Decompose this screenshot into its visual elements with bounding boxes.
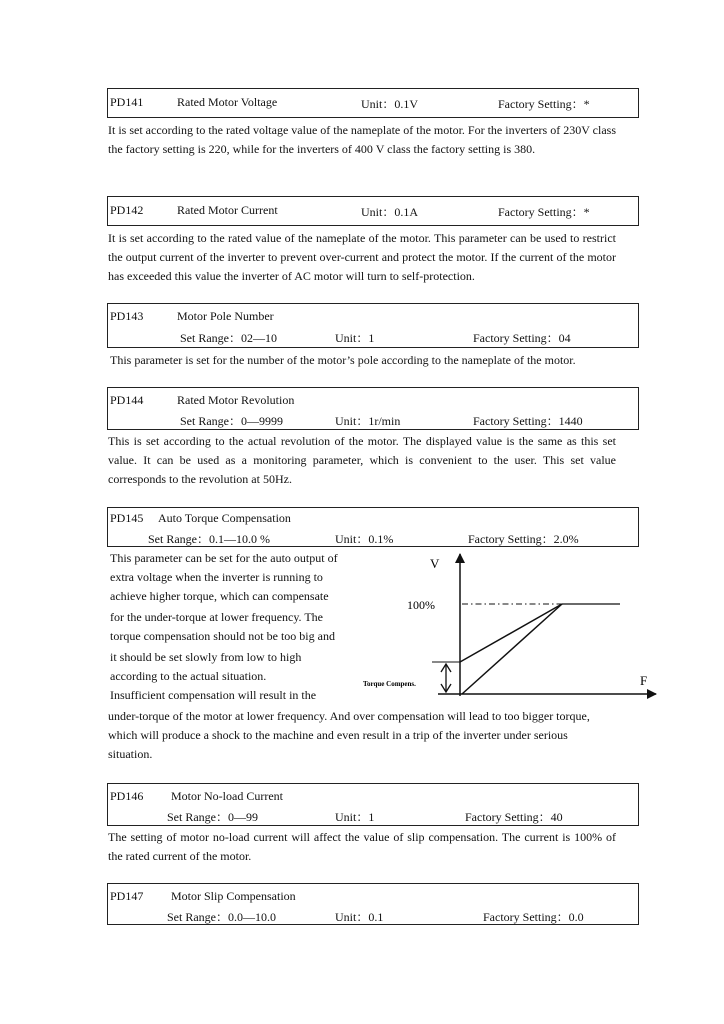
desc-line: achieve higher torque, which can compensate xyxy=(110,589,329,603)
param-description-pd143: This parameter is set for the number of the motor’s pole according to the nameplate of the motor. xyxy=(110,353,576,367)
param-box-pd144 xyxy=(107,387,639,430)
param-code: PD143 xyxy=(110,309,144,323)
torque-compensation-label: Torque Compens. xyxy=(363,680,416,688)
param-unit: Unit：1 xyxy=(335,331,375,345)
param-code: PD145 xyxy=(110,511,144,525)
x-axis-label: F xyxy=(640,673,648,688)
param-name: Auto Torque Compensation xyxy=(158,511,291,525)
param-name: Motor Slip Compensation xyxy=(171,889,296,903)
param-name: Rated Motor Current xyxy=(177,203,278,217)
param-box-pd146 xyxy=(107,783,639,826)
param-description-pd142: It is set according to the rated value of the nameplate of the motor. This parameter can be used to restrict the output current of the inverter to prevent over-current and protect the motor. If the current of the motor has exceeded this value the inverter of AC motor will turn to self-protection. xyxy=(108,231,616,283)
param-set-range: Set Range：0—99 xyxy=(167,810,258,824)
desc-line: Insufficient compensation will result in the xyxy=(110,688,317,702)
param-factory-setting: Factory Setting：* xyxy=(498,205,590,219)
desc-line: according to the actual situation. xyxy=(110,669,267,683)
param-factory-setting: Factory Setting：1440 xyxy=(473,414,583,428)
param-set-range: Set Range：0.1—10.0 % xyxy=(148,532,270,546)
desc-line: for the under-torque at lower frequency. The xyxy=(110,610,323,624)
param-name: Motor No-load Current xyxy=(171,789,283,803)
param-box-pd142 xyxy=(107,196,639,226)
param-box-pd147 xyxy=(107,883,639,925)
param-box-pd143 xyxy=(107,303,639,348)
param-code: PD144 xyxy=(110,393,144,407)
param-code: PD147 xyxy=(110,889,144,903)
param-unit: Unit：1r/min xyxy=(335,414,401,428)
param-factory-setting: Factory Setting：* xyxy=(498,97,590,111)
param-description-pd141: It is set according to the rated voltage value of the nameplate of the motor. For the inverters of 230V class the factory setting is 220, while for the inverters of 400 V class the factory setting is 380. xyxy=(108,123,616,156)
param-code: PD141 xyxy=(110,95,144,109)
desc-line: This parameter can be set for the auto output of xyxy=(110,551,338,565)
param-name: Motor Pole Number xyxy=(177,309,274,323)
param-unit: Unit：0.1 xyxy=(335,910,384,924)
param-description-pd145-tail: under-torque of the motor at lower frequency. And over compensation will lead to too bigger torque, which will produce a shock to the machine and even result in a trip of the inverter under serious situation. xyxy=(108,709,590,761)
vf-line-no-compensation xyxy=(462,604,562,694)
desc-line: it should be set slowly from low to high xyxy=(110,650,302,664)
param-unit: Unit：1 xyxy=(335,810,375,824)
rated-level-label: 100% xyxy=(407,598,435,612)
desc-line: extra voltage when the inverter is running to xyxy=(110,570,323,584)
param-set-range: Set Range：0—9999 xyxy=(180,414,283,428)
param-factory-setting: Factory Setting：2.0% xyxy=(468,532,579,546)
desc-line: torque compensation should not be too big and xyxy=(110,629,335,643)
param-code: PD146 xyxy=(110,789,144,803)
torque-compensation-diagram xyxy=(350,548,670,710)
param-box-pd141 xyxy=(107,88,639,118)
param-description-pd144: This is set according to the actual revolution of the motor. The displayed value is the same as this set value. It can be used as a monitoring parameter, which is convenient to the user. This set value corresponds to the revolution at 50Hz. xyxy=(108,434,616,486)
param-name: Rated Motor Revolution xyxy=(177,393,295,407)
param-factory-setting: Factory Setting：40 xyxy=(465,810,563,824)
vf-line-with-compensation xyxy=(460,604,562,662)
param-unit: Unit：0.1V xyxy=(361,97,419,111)
param-unit: Unit：0.1% xyxy=(335,532,394,546)
y-axis-label: V xyxy=(430,556,440,571)
param-description-pd146: The setting of motor no-load current will affect the value of slip compensation. The current is 100% of the rated current of the motor. xyxy=(108,830,616,863)
param-factory-setting: Factory Setting：0.0 xyxy=(483,910,584,924)
param-set-range: Set Range：0.0—10.0 xyxy=(167,910,276,924)
param-code: PD142 xyxy=(110,203,144,217)
param-unit: Unit：0.1A xyxy=(361,205,419,219)
param-factory-setting: Factory Setting：04 xyxy=(473,331,571,345)
param-set-range: Set Range：02—10 xyxy=(180,331,277,345)
param-name: Rated Motor Voltage xyxy=(177,95,278,109)
param-box-pd145 xyxy=(107,507,639,547)
